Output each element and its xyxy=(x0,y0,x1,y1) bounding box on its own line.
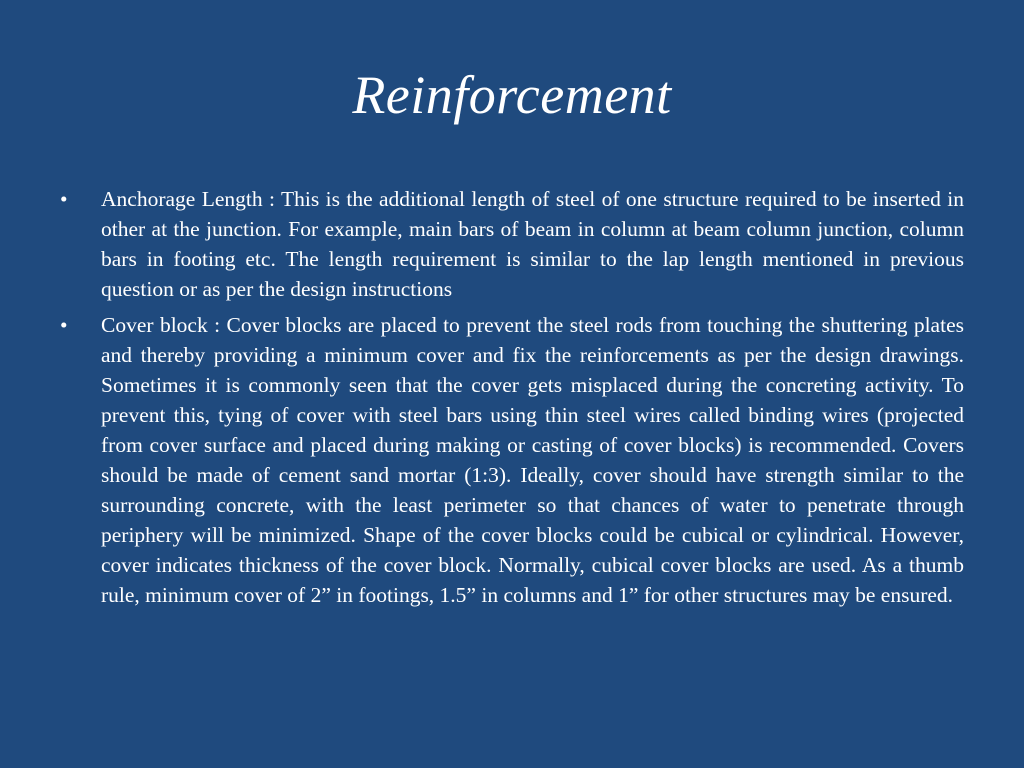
bullet-icon: • xyxy=(60,187,68,211)
bullet-item-cover-block xyxy=(60,310,964,610)
bullet-item-anchorage-length xyxy=(60,184,964,304)
slide-title: Reinforcement xyxy=(352,65,672,125)
bullet-text: Cover block : Cover blocks are placed to prevent the steel rods from touching the shuttering plates and thereby providing a minimum cover and fix the reinforcements as per the design drawings. Sometimes it is commonly seen that the cover gets misplaced during the concreting activity. To prevent this, tying of cover with steel bars using thin steel wires called binding wires (projected from cover surface and placed during making or casting of cover blocks) is recommended. Covers should be made of cement sand mortar (1:3). Ideally, cover should have strength similar to the surrounding concrete, with the least perimeter so that chances of water to penetrate through periphery will be minimized. Shape of the cover blocks could be cubical or cylindrical. However, cover indicates thickness of the cover block. Normally, cubical cover blocks are used. As a thumb rule, minimum cover of 2” in footings, 1.5” in columns and 1” for other structures may be ensured. xyxy=(101,313,964,607)
bullet-list xyxy=(60,184,964,616)
bullet-icon: • xyxy=(60,313,68,337)
bullet-text: Anchorage Length : This is the additional length of steel of one structure required to be inserted in other at the junction. For example, main bars of beam in column at beam column junction, column bars in footing etc. The length requirement is similar to the lap length mentioned in previous question or as per the design instructions xyxy=(101,187,964,301)
